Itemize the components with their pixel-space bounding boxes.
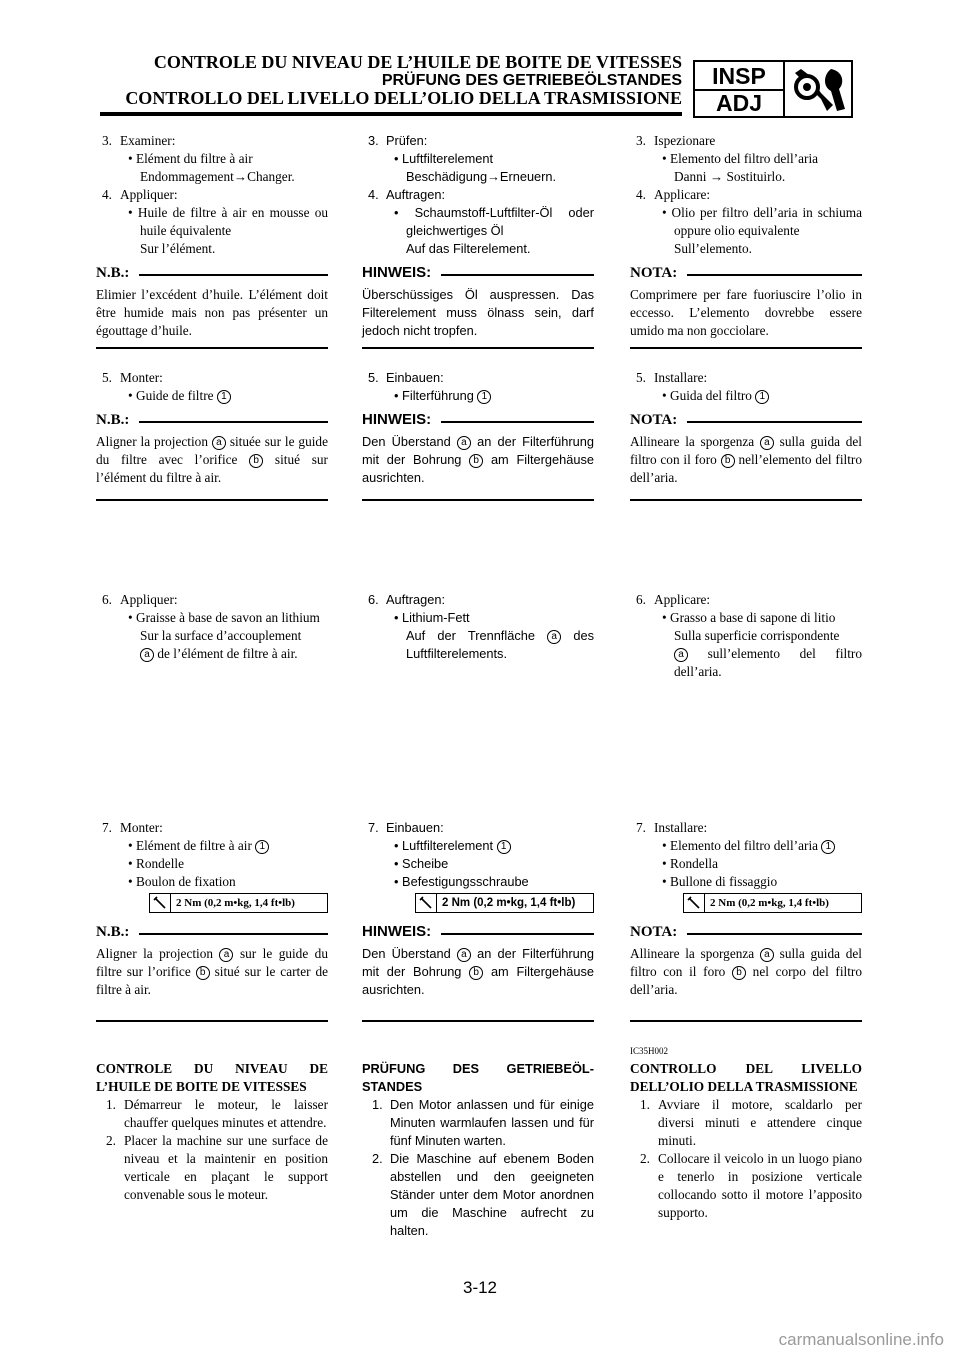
page-number: 3-12 (462, 1278, 498, 1297)
fr-note-1: N.B.: (96, 264, 328, 282)
fr-note-2-text: Aligner la projection a située sur le guide du filtre avec l’orifice b situé sur l’élément du filtre à air. (96, 434, 328, 485)
torque-wrench-icon (684, 894, 705, 912)
de-section-gear-oil: PRÜFUNG DES GETRIEBEÖL-STANDES 1. Den Motor anlassen und für einige Minuten warmlaufen lassen und für fünf Minuten warten. 2. Die Maschine auf ebenem Boden abstellen und den geeigneten Ständer unter dem Motor anordnen um die Maschine aufrecht zu halten. (362, 1061, 594, 1238)
de-rule-3 (362, 1020, 594, 1022)
marker-a: a (760, 436, 774, 450)
fr-step-5: 5. Monter: • Guide de filtre 1 N.B.: Aligner la projection a située sur le guide du filtre avec l’orifice b situé sur l’élément du filtre à air. (96, 370, 328, 485)
it-note-3-text: Allineare la sporgenza a sulla guida del filtro con il foro b nel corpo del filtro dell’aria. (630, 946, 863, 997)
fr-section-title: CONTROLE DU NIVEAU DE L’HUILE DE BOITE DE VITESSES (96, 1061, 328, 1094)
it-note-2: NOTA: (630, 411, 862, 429)
marker-a: a (547, 630, 561, 644)
marker-a: a (457, 948, 471, 962)
fr-s4-item: Huile de filtre à air en mousse ou huile équivalente (137, 205, 328, 238)
marker-a: a (457, 436, 471, 450)
fr-rule-3 (96, 1020, 328, 1022)
fr-s4-title: Appliquer: (120, 187, 178, 202)
it-note-3: NOTA: (630, 923, 862, 941)
title-fr: CONTROLE DU NIVEAU DE L’HUILE DE BOITE DE VITESSES (153, 52, 682, 72)
de-step-6: 6. Auftragen: • Lithium-Fett Auf der Trennfläche a des Luftfilterelements. (368, 592, 595, 661)
marker-b: b (732, 966, 746, 980)
de-step-3-4: 3. Prüfen: • Luftfilterelement Beschädigung→Erneuern. 4. Auftragen: • Schaumstoff-Luftfilter-Öl oder gleichwertiges Öl Auf das Filterelement. HINWEIS: Überschüssiges Öl auspressen. Das Filterelement muss ölnass sein, darf jedoch nicht tropfen. (362, 133, 595, 338)
it-step-7: 7. Installare: • Elemento del filtro dell’aria 1 • Rondella • Bullone di fissaggio 2 Nm (0,2 m•kg, 1,4 ft•lb) NOTA: Allineare la sporgenza a sulla guida del filtro con il foro b nel corpo del filtro dell’aria. (630, 820, 863, 997)
fr-rule-2 (96, 499, 328, 501)
fr-s4-sub: Sur l’élément. (140, 241, 216, 256)
fr-step-7: 7. Monter: • Elément de filtre à air 1 • Rondelle • Boulon de fixation 2 Nm (0,2 m•kg, 1,4 ft•lb) N.B.: Aligner la projection a sur le guide du filtre sur l’orifice b situé sur le carter de filtre à air. (96, 820, 329, 997)
header-rule (100, 112, 682, 116)
torque-value: 2 Nm (0,2 m•kg, 1,4 ft•lb) (710, 897, 829, 909)
de-note-3-text: Den Überstand a an der Filterführung mit der Bohrung b am Filtergehäuse ausrichten. (362, 946, 595, 997)
torque-wrench-icon (416, 894, 437, 912)
fr-section-gear-oil: CONTROLE DU NIVEAU DE L’HUILE DE BOITE DE VITESSES 1. Démarreur le moteur, le laisser chauffer quelques minutes et attendre. 2. Placer la machine sur une surface de niveau et la maintenir en position verticale en plaçant le support convenable sous le moteur. (96, 1061, 328, 1202)
marker-1: 1 (217, 390, 231, 404)
marker-1: 1 (255, 840, 269, 854)
it-step-3-4: 3. Ispezionare • Elemento del filtro dell’aria Danni → Sostituirlo. 4. Applicare: • Olio per filtro dell’aria in schiuma oppure olio equivalente Sull’elemento. NOTA: Comprimere per fare fuoriuscire l’olio in eccesso. L’elemento dovrebbe essere umido ma non gocciolare. (630, 133, 863, 338)
de-step-5: 5. Einbauen: • Filterführung 1 HINWEIS: Den Überstand a an der Filterführung mit der Bohrung b am Filtergehäuse ausrichten. (362, 370, 595, 485)
torque-value: 2 Nm (0,2 m•kg, 1,4 ft•lb) (442, 897, 576, 909)
de-rule-1 (362, 347, 594, 349)
de-note-1-text: Überschüssiges Öl auspressen. Das Filterelement muss ölnass sein, darf jedoch nicht tropfen. (362, 287, 594, 338)
marker-b: b (469, 966, 483, 980)
fr-s3-item: Elément du filtre à air (135, 151, 253, 166)
de-step-7: 7. Einbauen: • Luftfilterelement 1 • Scheibe • Befestigungsschraube 2 Nm (0,2 m•kg, 1,4 ft•lb) HINWEIS: Den Überstand a an der Filterführung mit der Bohrung b am Filtergehäuse ausrichten. (362, 820, 595, 997)
badge-insp: INSP (695, 63, 783, 91)
marker-1: 1 (497, 840, 511, 854)
fr-note-3-text: Aligner la projection a sur le guide du filtre sur l’orifice b situé sur le carter de filtre à air. (96, 946, 329, 997)
fr-step-6: 6. Appliquer: • Graisse à base de savon an lithium Sur la surface d’accouplement a de l’élément de filtre à air. (102, 592, 320, 661)
torque-wrench-icon (150, 894, 171, 912)
it-torque-box (683, 893, 862, 913)
de-note-1: HINWEIS: (362, 264, 594, 282)
de-torque-box (415, 893, 594, 913)
torque-value: 2 Nm (0,2 m•kg, 1,4 ft•lb) (176, 897, 295, 909)
marker-a: a (212, 436, 226, 450)
marker-a: a (674, 648, 688, 662)
de-note-2: HINWEIS: (362, 411, 594, 429)
it-rule-2 (630, 499, 862, 501)
it-note-1: NOTA: (630, 264, 862, 282)
de-note-3: HINWEIS: (362, 923, 594, 941)
marker-a: a (760, 948, 774, 962)
fr-s3-title: Examiner: (120, 133, 176, 148)
de-note-2-text: Den Überstand a an der Filterführung mit der Bohrung b am Filtergehäuse ausrichten. (362, 434, 595, 485)
title-it: CONTROLLO DEL LIVELLO DELL’OLIO DELLA TRASMISSIONE (125, 88, 682, 108)
it-section-gear-oil: IC35H002 CONTROLLO DEL LIVELLO DELL’OLIO DELLA TRASMISSIONE 1. Avviare il motore, scaldarlo per diversi minuti e attendere cinque minuti. 2. Collocare il veicolo in un luogo piano e tenerlo in posizione verticale collocando sotto il motore l’apposito supporto. (630, 1042, 862, 1222)
de-section-title: PRÜFUNG DES GETRIEBEÖL-STANDES (362, 1061, 594, 1094)
watermark-link[interactable]: carmanualsonline.info (778, 1330, 944, 1349)
badge-adj: ADJ (715, 90, 762, 116)
fr-note-2: N.B.: (96, 411, 328, 429)
fr-s3-sub: Endommagement→Changer. (140, 169, 295, 184)
badge-codes (695, 62, 785, 116)
fr-step-3-4: 3. Examiner: • Elément du filtre à air Endommagement→Changer. 4. Appliquer: • Huile de filtre à air en mousse ou huile équivalente Sur l’élément. N.B.: Elimier l’excédent d’huile. L’élément doit être humide mais non pas présenter un égouttage d’huile. (96, 133, 328, 338)
it-rule-1 (630, 347, 862, 349)
marker-b: b (469, 454, 483, 468)
it-rule-3 (630, 1020, 862, 1022)
section-badge (693, 60, 853, 118)
fr-note-1-text: Elimier l’excédent d’huile. L’élément doit être humide mais non pas présenter un égouttage d’huile. (96, 287, 328, 338)
marker-b: b (249, 454, 263, 468)
marker-1: 1 (755, 390, 769, 404)
marker-b: b (721, 454, 735, 468)
de-rule-2 (362, 499, 594, 501)
it-section-code: IC35H002 (630, 1046, 668, 1056)
marker-a: a (219, 948, 233, 962)
it-note-1-text: Comprimere per fare fuoriuscire l’olio in eccesso. L’elemento dovrebbe essere umido ma non gocciolare. (630, 287, 862, 338)
marker-a: a (140, 648, 154, 662)
fr-note-3: N.B.: (96, 923, 328, 941)
it-step-5: 5. Installare: • Guida del filtro 1 NOTA: Allineare la sporgenza a sulla guida del filtro con il foro b nell’elemento del filtro dell’aria. (630, 370, 863, 485)
wrench-magnifier-icon (787, 65, 849, 115)
it-note-2-text: Allineare la sporgenza a sulla guida del filtro con il foro b nell’elemento del filtro dell’aria. (630, 434, 863, 485)
fr-rule-1 (96, 347, 328, 349)
fr-torque-box (149, 893, 328, 913)
marker-b: b (196, 966, 210, 980)
title-de: PRÜFUNG DES GETRIEBEÖLSTANDES (381, 72, 682, 89)
it-step-6: 6. Applicare: • Grasso a base di sapone di litio Sulla superficie corrispondente a sull’elemento del filtro dell’aria. (636, 592, 863, 679)
marker-1: 1 (477, 390, 491, 404)
marker-1: 1 (821, 840, 835, 854)
it-section-title: CONTROLLO DEL LIVELLO DELL’OLIO DELLA TRASMISSIONE (630, 1061, 862, 1094)
